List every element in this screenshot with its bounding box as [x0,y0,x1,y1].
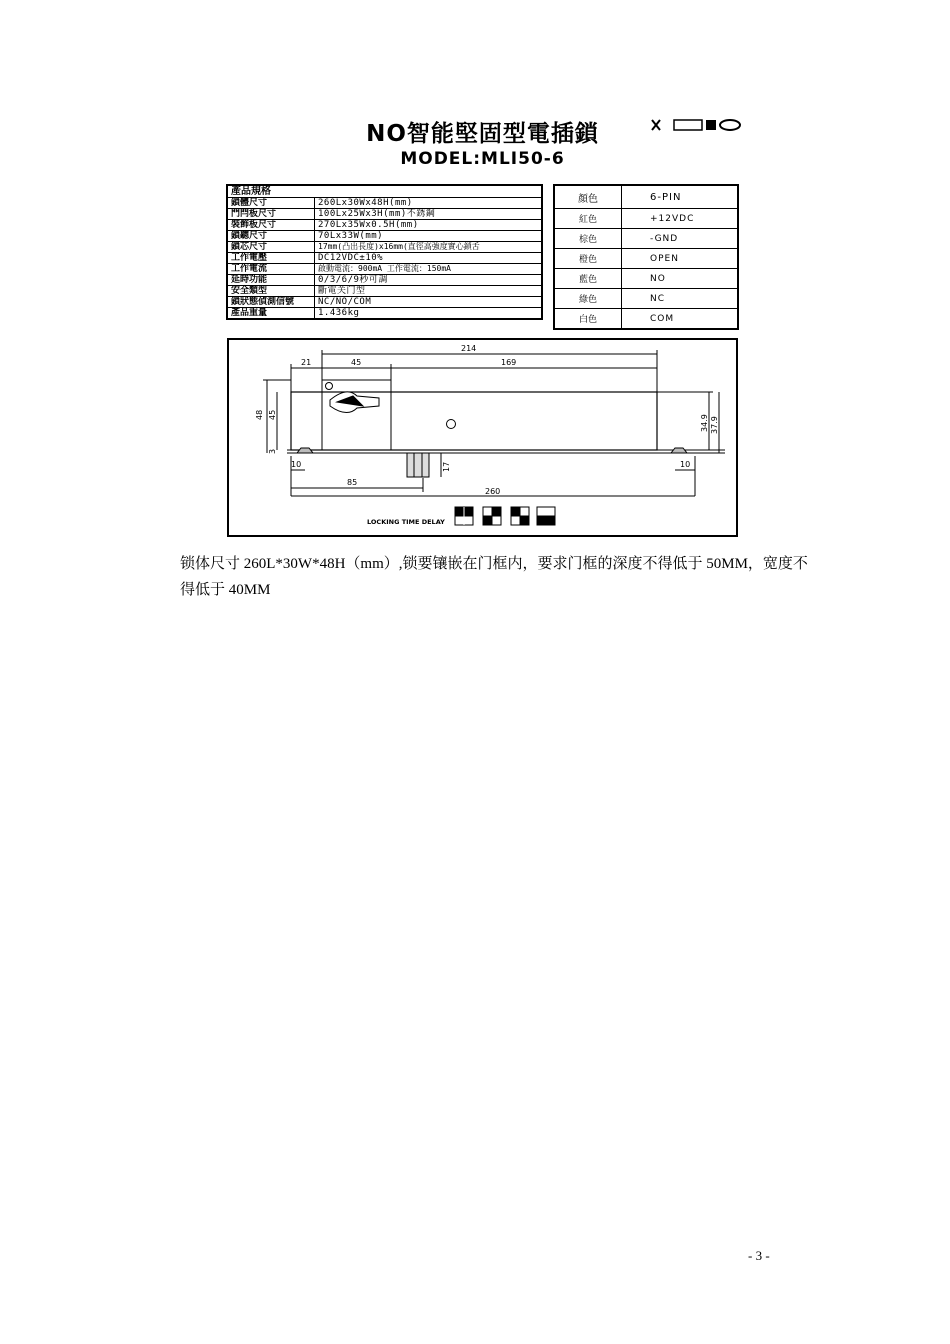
table-row [554,289,738,309]
lock-diagram [229,340,736,535]
wire-color: 白色 [554,309,622,330]
wire-pin: -GND [622,229,739,249]
table-row [227,220,542,231]
wire-color: 綠色 [554,289,622,309]
table-row [227,264,542,275]
spec-value: 啟動電流：900mA 工作電流：150mA [315,264,543,275]
dim-3: 3 [268,448,277,454]
right-foot [671,448,687,453]
wire-header-pin: 6-PIN [622,185,739,209]
dim-169: 169 [501,358,517,367]
dim-45-top: 45 [351,358,362,367]
spec-label: 延時功能 [227,275,315,286]
product-title: NO智能堅固型電插鎖 [366,121,599,147]
spec-label: 門閂板尺寸 [227,209,315,220]
lock-bolt [407,453,429,477]
wire-color-table [553,184,739,330]
table-row [554,185,738,209]
dim-260: 260 [485,487,501,496]
wire-pin: NC [622,289,739,309]
wire-pin: COM [622,309,739,330]
spec-value: 260Lx30Wx48H(mm) [315,198,543,209]
dim-214: 214 [461,344,477,353]
spec-label: 鎖狀態偵測信號 [227,297,315,308]
spec-value: 17mm(凸出長度)x16mm(直徑高強度實心鎖舌 [315,242,543,253]
table-row [554,309,738,330]
spec-label: 鎖體尺寸 [227,198,315,209]
spec-value: 100Lx25Wx3H(mm)不銹鋼 [315,209,543,220]
spec-value: DC12VDC±10% [315,253,543,264]
spec-value: 270Lx35Wx0.5H(mm) [315,220,543,231]
left-foot [297,448,313,453]
dip-switch-icon [537,507,555,525]
wire-color: 藍色 [554,269,622,289]
dim-10-right: 10 [680,460,691,469]
table-row [227,286,542,297]
spec-value: 斷電关门型 [315,286,543,297]
model-number: MODEL:MLI50-6 [400,149,565,169]
table-row [227,209,542,220]
dim-10-left: 10 [291,460,302,469]
dim-34-9: 34.9 [700,414,709,432]
spec-label: 裝飾板尺寸 [227,220,315,231]
spec-table [226,184,543,320]
screw-hole-icon [447,420,456,429]
locking-time-delay-label: LOCKING TIME DELAY [367,518,445,526]
spec-label: 鎖芯尺寸 [227,242,315,253]
spec-value: 1.436kg [315,308,543,320]
pin-hole-icon [326,383,333,390]
table-row [227,198,542,209]
spec-value: NC/NO/COM [315,297,543,308]
table-row [227,242,542,253]
dim-48: 48 [255,409,264,420]
table-row [227,231,542,242]
wire-pin: NO [622,269,739,289]
technical-drawing [227,338,738,537]
dim-45-side: 45 [268,409,277,420]
spec-label: 產品重量 [227,308,315,320]
wire-pin: +12VDC [622,209,739,229]
table-row [227,297,542,308]
page-number: - 3 - [748,1248,770,1263]
wire-color: 棕色 [554,229,622,249]
dim-85: 85 [347,478,358,487]
table-row [554,209,738,229]
wire-pin: OPEN [622,249,739,269]
dim-21: 21 [301,358,312,367]
brand-logo-icon [650,118,742,132]
spec-label: 工作電壓 [227,253,315,264]
spec-table-header [227,185,542,198]
dip-switch-icon [511,507,529,525]
table-row [554,249,738,269]
table-row [554,229,738,249]
table-row [554,269,738,289]
spec-label: 工作電流 [227,264,315,275]
wire-color: 橙色 [554,249,622,269]
table-row [227,253,542,264]
table-row [227,308,542,320]
wire-header-color: 顏色 [554,185,622,209]
handle-block [322,380,391,450]
dip-switch-icon [483,507,501,525]
dim-17: 17 [442,461,451,472]
spec-value: 70Lx33W(mm) [315,231,543,242]
spec-value: 0/3/6/9秒可調 [315,275,543,286]
dip-switch-icon [455,507,473,525]
wire-color: 紅色 [554,209,622,229]
spec-heading: 產品規格 [227,185,542,198]
installation-note: 锁体尺寸 260L*30W*48H（mm）,锁要镶嵌在门框内，要求门框的深度不得低于 50MM，宽度不得低于 40MM [180,556,808,598]
spec-label: 鎖聽尺寸 [227,231,315,242]
dim-37-9: 37.9 [710,416,719,434]
spec-label: 安全類型 [227,286,315,297]
table-row [227,275,542,286]
